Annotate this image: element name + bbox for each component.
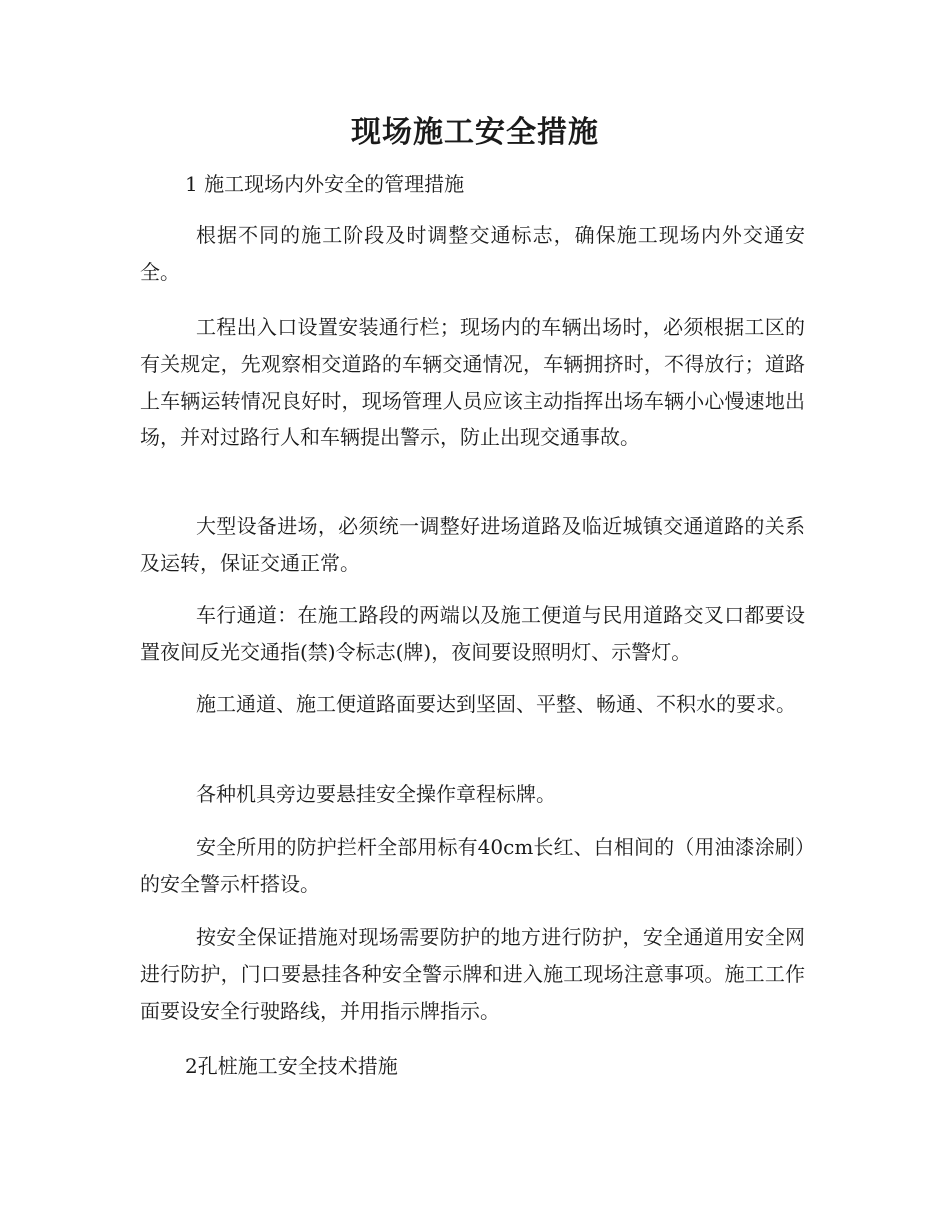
paragraph-protection: 按安全保证措施对现场需要防护的地方进行防护，安全通道用安全网进行防护，门口要悬挂各种安全警示牌和进入施工现场注意事项。施工工作面要设安全行驶路线，并用指示牌指示。: [140, 925, 805, 1023]
paragraph-vehicle-passage: 车行通道：在施工路段的两端以及施工便道与民用道路交叉口都要设置夜间反光交通指(禁)令标志(牌)，夜间要设照明灯、示警灯。: [140, 603, 805, 664]
paragraph-exit-control: 工程出入口设置安装通行栏；现场内的车辆出场时，必须根据工区的有关规定，先观察相交道路的车辆交通情况，车辆拥挤时，不得放行；道路上车辆运转情况良好时，现场管理人员应该主动指挥出场车辆小心慢速地出场，并对过路行人和车辆提出警示，防止出现交通事故。: [140, 315, 805, 450]
section-heading-2: 2孔桩施工安全技术措施: [185, 1054, 398, 1078]
paragraph-machine-signs: 各种机具旁边要悬挂安全操作章程标牌。: [196, 782, 556, 806]
paragraph-guardrails: 安全所用的防护拦杆全部用标有40cm长红、白相间的（用油漆涂刷）的安全警示杆搭设。: [140, 835, 805, 896]
document-title: 现场施工安全措施: [351, 115, 599, 150]
paragraph-equipment-entry: 大型设备进场，必须统一调整好进场道路及临近城镇交通道路的关系及运转，保证交通正常。: [140, 514, 805, 575]
paragraph-road-surface: 施工通道、施工便道路面要达到坚固、平整、畅通、不积水的要求。: [196, 692, 796, 716]
section-heading-1: 1 施工现场内外安全的管理措施: [185, 172, 465, 196]
paragraph-traffic-signs: 根据不同的施工阶段及时调整交通标志，确保施工现场内外交通安全。: [140, 223, 805, 284]
